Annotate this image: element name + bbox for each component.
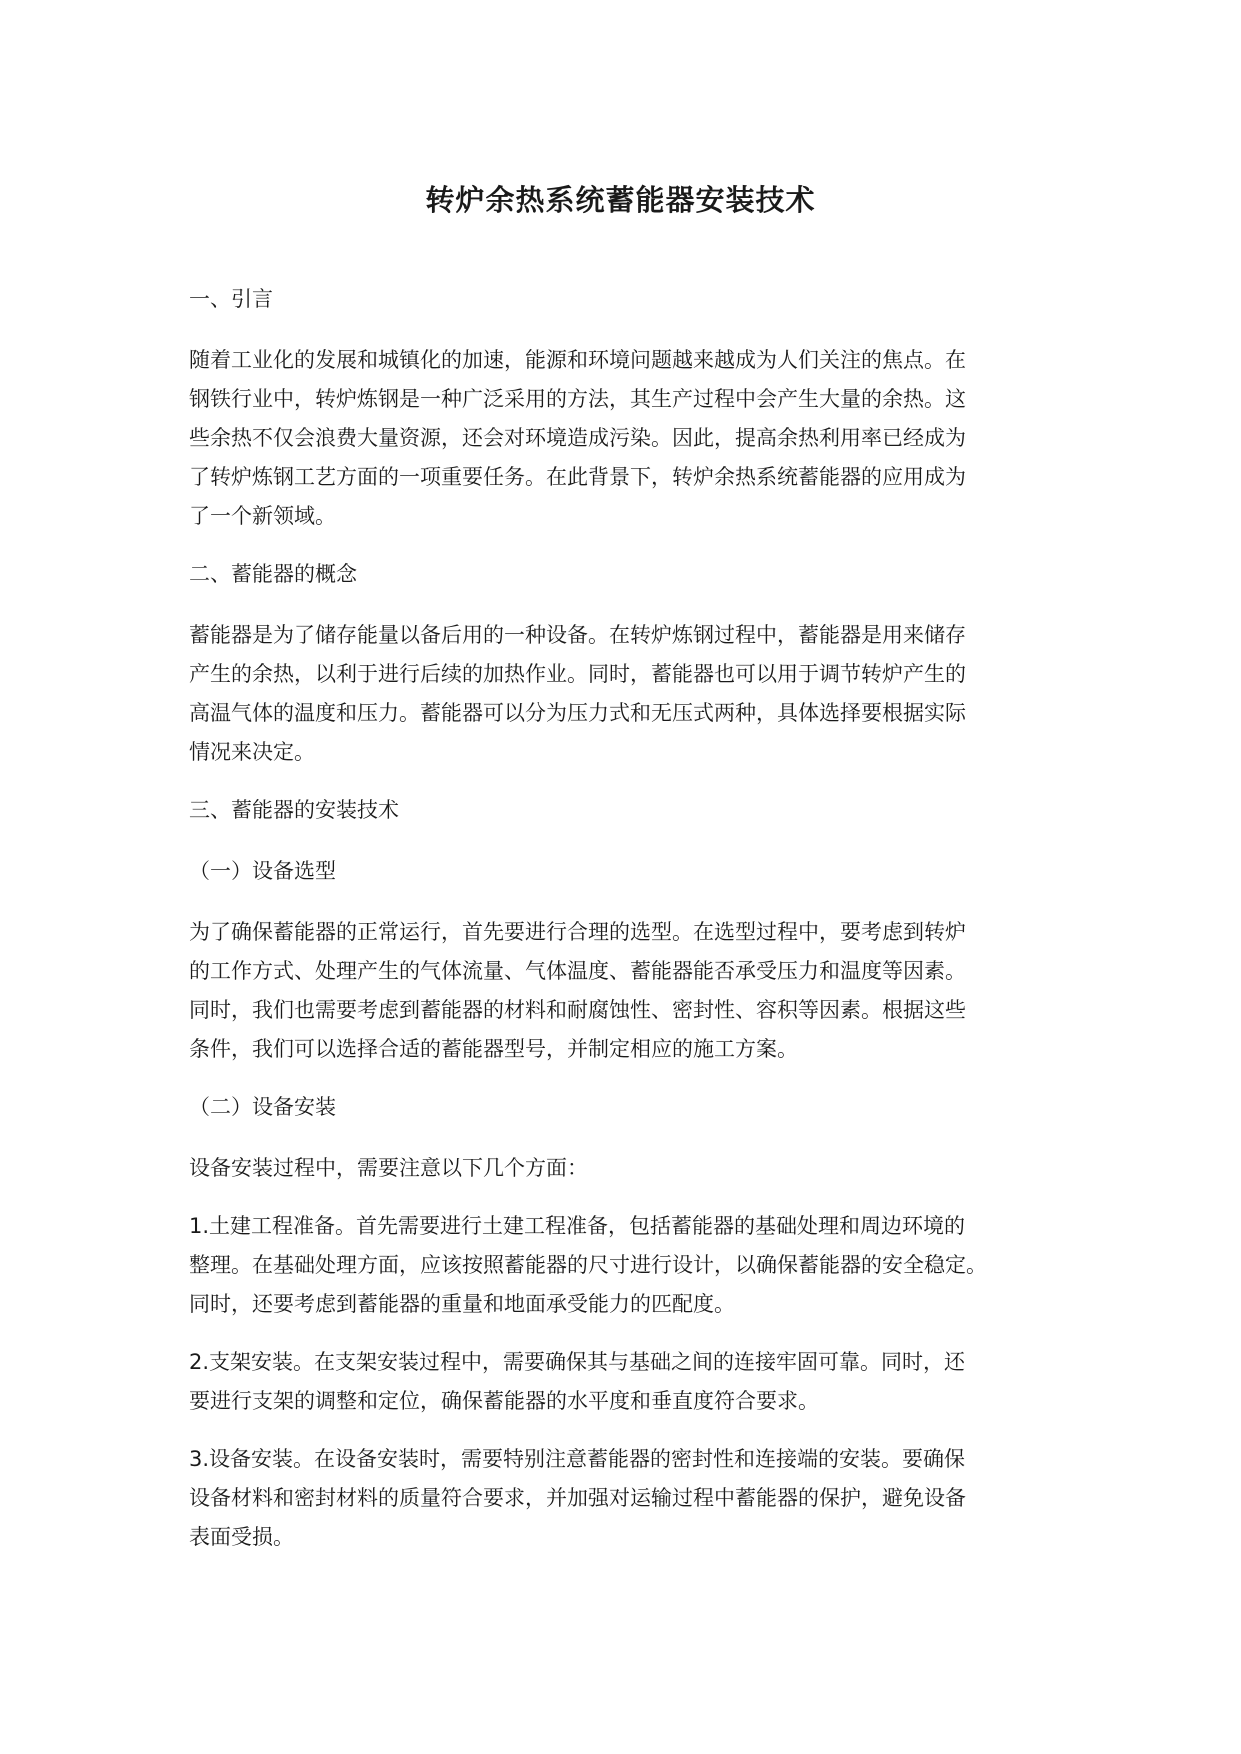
paragraph-install-intro: 设备安装过程中，需要注意以下几个方面： xyxy=(189,1156,588,1180)
list-item-civil-works: 1.土建工程准备。首先需要进行土建工程准备，包括蓄能器的基础处理和周边环境的 整理。在基础处理方面，应该按照蓄能器的尺寸进行设计，以确保蓄能器的安全稳定。 同时，还要考虑到蓄能器的重量和地面承受能力的匹配度。 xyxy=(189,1214,987,1316)
paragraph-selection: 为了确保蓄能器的正常运行，首先要进行合理的选型。在选型过程中，要考虑到转炉 的工作方式、处理产生的气体流量、气体温度、蓄能器能否承受压力和温度等因素。 同时，我们也需要考虑到蓄能器的材料和耐腐蚀性、密封性、容积等因素。根据这些 条件，我们可以选择合适的蓄能器型号，并制定相应的施工方案。 xyxy=(189,920,966,1061)
list-item-bracket-install: 2.支架安装。在支架安装过程中，需要确保其与基础之间的连接牢固可靠。同时，还 要进行支架的调整和定位，确保蓄能器的水平度和垂直度符合要求。 xyxy=(189,1350,966,1413)
subsection-heading-equipment-install: （二）设备安装 xyxy=(189,1095,336,1119)
section-heading-installation: 三、蓄能器的安装技术 xyxy=(189,798,399,822)
document-body xyxy=(189,280,1069,1576)
document-title: 转炉余热系统蓄能器安装技术 xyxy=(425,183,816,217)
list-item-equipment-install: 3.设备安装。在设备安装时，需要特别注意蓄能器的密封性和连接端的安装。要确保 设备材料和密封材料的质量符合要求，并加强对运输过程中蓄能器的保护，避免设备 表面受损。 xyxy=(189,1447,966,1549)
paragraph-concept: 蓄能器是为了储存能量以备后用的一种设备。在转炉炼钢过程中，蓄能器是用来储存 产生的余热，以利于进行后续的加热作业。同时，蓄能器也可以用于调节转炉产生的 高温气体的温度和压力。蓄能器可以分为压力式和无压式两种，具体选择要根据实际 情况来决定。 xyxy=(189,623,966,764)
section-heading-concept: 二、蓄能器的概念 xyxy=(189,562,357,586)
section-heading-intro: 一、引言 xyxy=(189,287,273,311)
paragraph-intro: 随着工业化的发展和城镇化的加速，能源和环境问题越来越成为人们关注的焦点。在 钢铁行业中，转炉炼钢是一种广泛采用的方法，其生产过程中会产生大量的余热。这 些余热不仅会浪费大量资源，还会对环境造成污染。因此，提高余热利用率已经成为 了转炉炼钢工艺方面的一项重要任务。在此背景下，转炉余热系统蓄能器的应用成为 了一个新领域。 xyxy=(189,348,966,528)
subsection-heading-selection: （一）设备选型 xyxy=(189,859,336,883)
